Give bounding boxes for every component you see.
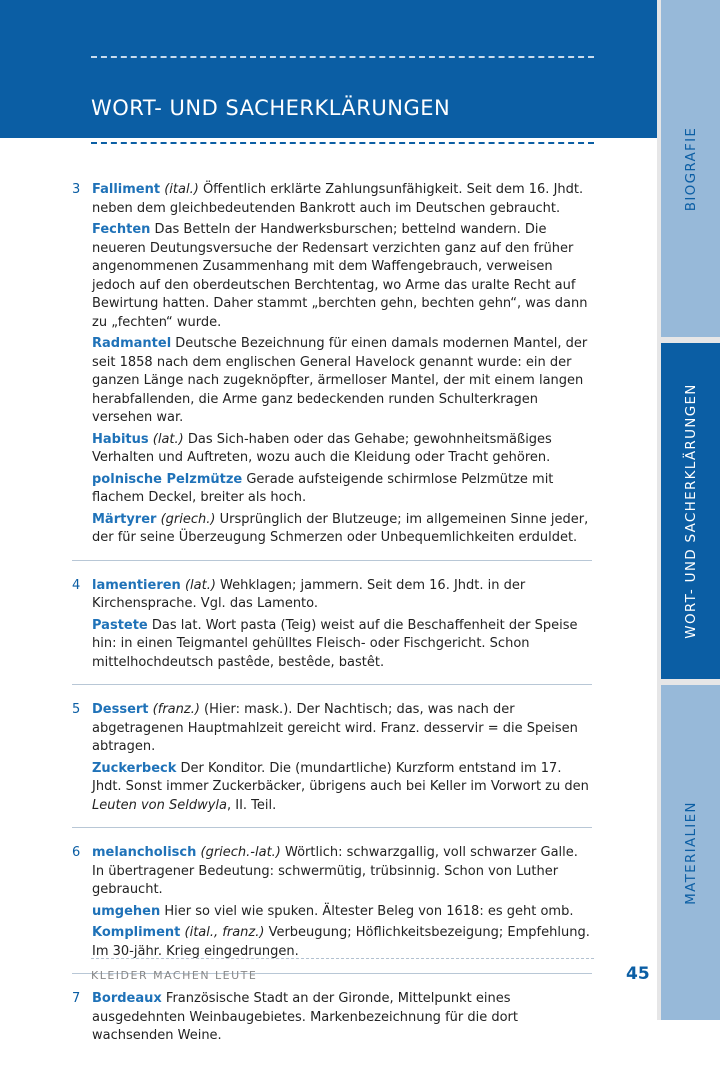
line-number: 7 [72,991,81,1006]
entry-definition: Das Sich-haben oder das Gehabe; gewohnheitsmäßiges Verhalten und Auftreten, wozu auch die Kleidung oder Tracht gehören. [92,431,552,465]
line-group [72,577,592,686]
entry-term: Märtyrer [92,511,157,527]
glossary-content [72,181,592,1074]
entry-term: melancholisch [92,845,197,860]
glossary-entry [92,701,592,757]
entry-definition: Öffentlich erklärte Zahlungsunfähigkeit. Seit dem 16. Jhdt. neben dem gleichbedeutenden Bankrott auch im Deutschen gebraucht. [92,182,584,216]
header-dashed-rule [91,56,594,58]
entry-definition: Das lat. Wort pasta (Teig) weist auf die Beschaffenheit der Speise hin: in einen Teigmantel gehülltes Fleisch- oder Fischgericht. Schon mittelhochdeutsch pastêde, bestêde, bastêt. [92,617,578,670]
glossary-entry [92,760,592,816]
footer-book-title: KLEIDER MACHEN LEUTE [91,969,258,982]
line-number: 3 [72,182,81,197]
entry-definition-tail: , II. Teil. [226,797,277,813]
entry-term: Zuckerbeck [92,760,177,776]
entry-definition: Wehklagen; jammern. Seit dem 16. Jhdt. in der Kirchensprache. Vgl. das Lamento. [92,577,526,611]
entry-definition: Das Betteln der Handwerksburschen; bettelnd wandern. Die neueren Deutungsversuche der Redensart verzichten ganz auf den früher angenommenen Zusammenhang mit dem Waffengebrauch, verweisen jedoch auf den oberdeutschen Berchtentag, wo Arme das uralte Recht auf Bewirtung hatten. Daher stammt „berchten gehn, bechten gehn“, was dann zu „fechten“ wurde. [92,222,588,330]
entry-language: (lat.) [152,431,184,447]
title-dashed-rule [91,142,594,144]
entry-definition: Deutsche Bezeichnung für einen damals modernen Mantel, der seit 1858 nach dem englischen General Havelock genannt wurde: ein der ganzen Länge nach zugeknöpfter, ärmelloser Mantel, der mit einem langen herabfallenden, die Arme ganz bedeckenden runden Schulterkragen versehen war. [92,336,588,425]
glossary-entry [92,617,592,673]
entry-work-title: Leuten von Seldwyla [92,797,227,813]
entry-language: (ital.) [164,182,199,197]
entry-language: (griech.-lat.) [200,845,281,860]
line-group [72,990,592,1058]
sidebar-tab-label: BIOGRAFIE [682,126,699,211]
glossary-entry [92,471,592,508]
entry-term: Bordeaux [92,991,162,1006]
entry-definition: Ursprünglich der Blutzeuge; im allgemeinen Sinne jeder, der für seine Überzeugung Schmerzen oder Unbequemlichkeiten erduldet. [92,511,589,545]
entry-language: (lat.) [184,577,216,593]
entry-definition: Der Konditor. Die (mundartliche) Kurzform entstand im 17. Jhdt. Sonst immer Zuckerbäcker, übrigens auch bei Keller im Vorwort zu den [92,760,589,794]
page-number: 45 [626,964,650,984]
line-number: 6 [72,845,81,860]
glossary-entry [92,990,592,1046]
glossary-entry [92,924,592,961]
sidebar-tab-materialien[interactable] [661,685,720,1020]
header-banner [0,0,657,138]
glossary-entry [92,903,592,922]
line-number: 5 [72,702,81,717]
entry-term: umgehen [92,903,161,919]
entry-language: (franz.) [152,702,200,717]
entry-term: Radmantel [92,336,172,351]
glossary-entry [92,181,592,218]
glossary-entry [92,335,592,428]
line-number: 4 [72,577,81,593]
entry-definition: Gerade aufsteigende schirmlose Pelzmütze mit flachem Deckel, breiter als hoch. [92,471,554,505]
glossary-entry [92,844,592,900]
entry-definition: Hier so viel wie spuken. Ältester Beleg von 1618: es geht omb. [160,903,574,919]
sidebar-tab-label: WORT- UND SACHERKLÄRUNGEN [682,383,699,639]
glossary-entry [92,577,592,614]
line-group [72,701,592,828]
entry-definition: Verbeugung; Höflichkeitsbezeigung; Empfehlung. Im 30-jähr. Krieg eingedrungen. [92,925,590,959]
sidebar-tab-biografie[interactable] [661,0,720,337]
entry-language: (griech.) [160,511,216,527]
entry-term: Dessert [92,702,149,717]
glossary-entry [92,221,592,332]
line-group [72,181,592,561]
entry-definition: Französische Stadt an der Gironde, Mittelpunkt eines ausgedehnten Weinbaugebietes. Markenbezeichnung für die dort wachsenden Weine. [92,991,519,1043]
entry-term: Kompliment [92,925,181,940]
entry-term: Falliment [92,182,161,197]
entry-term: lamentieren [92,577,181,593]
entry-term: polnische Pelzmütze [92,471,243,487]
line-group [72,844,592,974]
entry-definition: Wörtlich: schwarzgallig, voll schwarzer Galle. In übertragener Bedeutung: schwermütig, trübsinnig. Schon von Luther gebraucht. [92,845,578,897]
entry-definition: (Hier: mask.). Der Nachtisch; das, was nach der abgetragenen Hauptmahlzeit gereicht wird. Franz. desservir = die Speisen abtragen. [92,702,578,754]
footer-dashed-rule [91,958,594,959]
glossary-entry [92,431,592,468]
entry-term: Habitus [92,431,149,447]
entry-language: (ital., franz.) [184,925,265,940]
page-title: WORT- UND SACHERKLÄRUNGEN [91,96,451,120]
entry-term: Fechten [92,222,151,237]
entry-term: Pastete [92,617,148,633]
sidebar-tab-wort-und-sacherklaerungen[interactable] [661,343,720,679]
glossary-entry [92,511,592,548]
sidebar-tab-label: MATERIALIEN [682,800,699,905]
